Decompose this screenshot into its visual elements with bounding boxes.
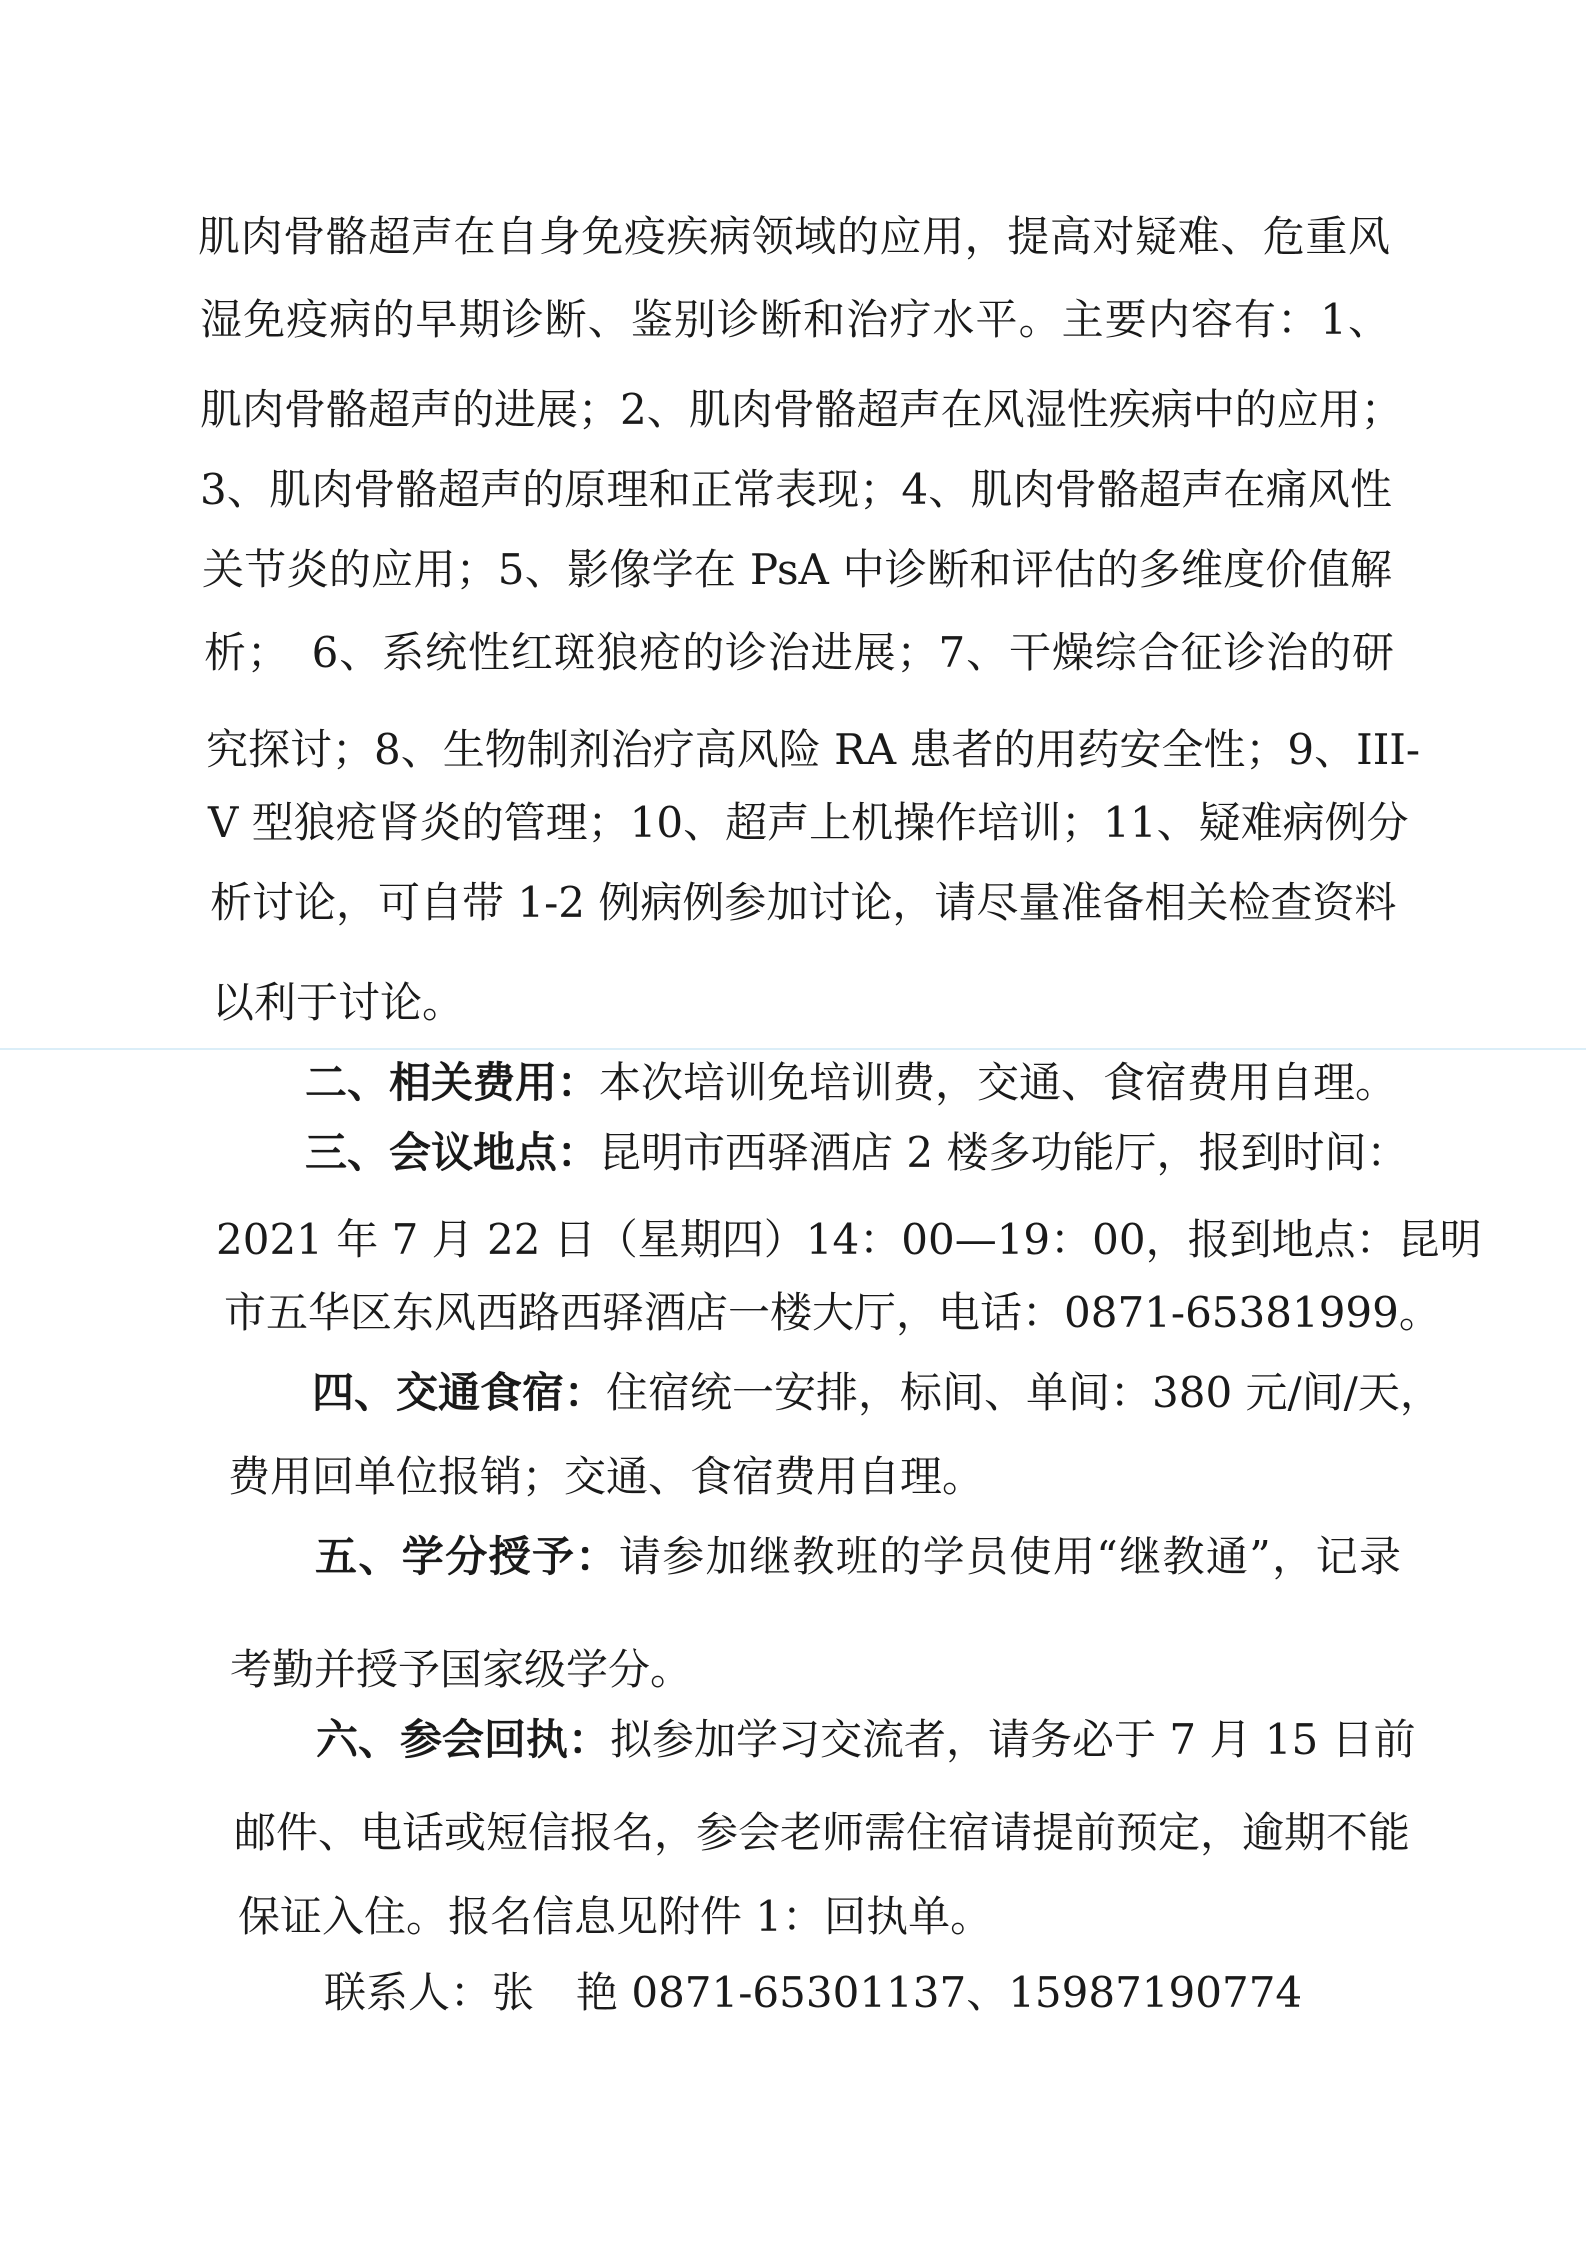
body-line: 析讨论，可自带 1-2 例病例参加讨论，请尽量准备相关检查资料 [210, 878, 1397, 927]
body-line: 3、肌肉骨骼超声的原理和正常表现；4、肌肉骨骼超声在痛风性 [200, 465, 1392, 514]
body-line: 关节炎的应用；5、影像学在 PsA 中诊断和评估的多维度价值解 [202, 545, 1392, 594]
body-line: V 型狼疮肾炎的管理；10、超声上机操作培训；11、疑难病例分 [208, 798, 1409, 847]
contact-line: 联系人：张 艳 0871-65301137、15987190774 [324, 1968, 1303, 2017]
body-line: 市五华区东风西路西驿酒店一楼大厅，电话：0871-65381999。 [224, 1288, 1441, 1337]
body-line: 究探讨；8、生物制剂治疗高风险 RA 患者的用药安全性；9、III- [206, 725, 1421, 774]
body-line: 邮件、电话或短信报名，参会老师需住宿请提前预定，逾期不能 [234, 1808, 1411, 1857]
body-line: 析； 6、系统性红斑狼疮的诊治进展；7、干燥综合征诊治的研 [204, 628, 1394, 677]
section-heading: 六、参会回执： [316, 1715, 611, 1764]
body-line: 以利于讨论。 [212, 978, 465, 1027]
section-heading: 五、学分授予： [315, 1532, 619, 1581]
body-line: 保证入住。报名信息见附件 1：回执单。 [238, 1892, 993, 1941]
section-lodging [312, 1367, 1442, 1419]
body-line: 肌肉骨骼超声在自身免疫疾病领域的应用，提高对疑难、危重风 [198, 212, 1390, 261]
section-text: 住宿统一安排，标间、单间：380 元/间/天， [606, 1368, 1442, 1417]
section-reply [316, 1714, 1416, 1766]
section-venue [305, 1127, 1409, 1179]
section-heading: 四、交通食宿： [312, 1368, 607, 1417]
body-line: 湿免疫病的早期诊断、鉴别诊断和治疗水平。主要内容有：1、 [200, 295, 1390, 344]
section-text: 本次培训免培训费，交通、食宿费用自理。 [599, 1058, 1398, 1107]
body-line: 费用回单位报销；交通、食宿费用自理。 [228, 1452, 985, 1501]
body-line: 肌肉骨骼超声的进展；2、肌肉骨骼超声在风湿性疾病中的应用； [200, 385, 1403, 434]
section-fees [305, 1057, 1398, 1109]
section-text: 昆明市西驿酒店 2 楼多功能厅，报到时间： [599, 1128, 1409, 1177]
body-line: 考勤并授予国家级学分。 [230, 1645, 693, 1694]
section-text: 请参加继教班的学员使用“继教通”，记录 [618, 1532, 1401, 1581]
section-credits [315, 1531, 1401, 1583]
body-line: 2021 年 7 月 22 日（星期四）14：00—19：00，报到地点：昆明 [216, 1215, 1482, 1264]
section-text: 拟参加学习交流者，请务必于 7 月 15 日前 [610, 1715, 1416, 1764]
section-heading: 三、会议地点： [305, 1128, 600, 1177]
section-heading: 二、相关费用： [305, 1058, 600, 1107]
scan-artifact-line [0, 1048, 1586, 1050]
